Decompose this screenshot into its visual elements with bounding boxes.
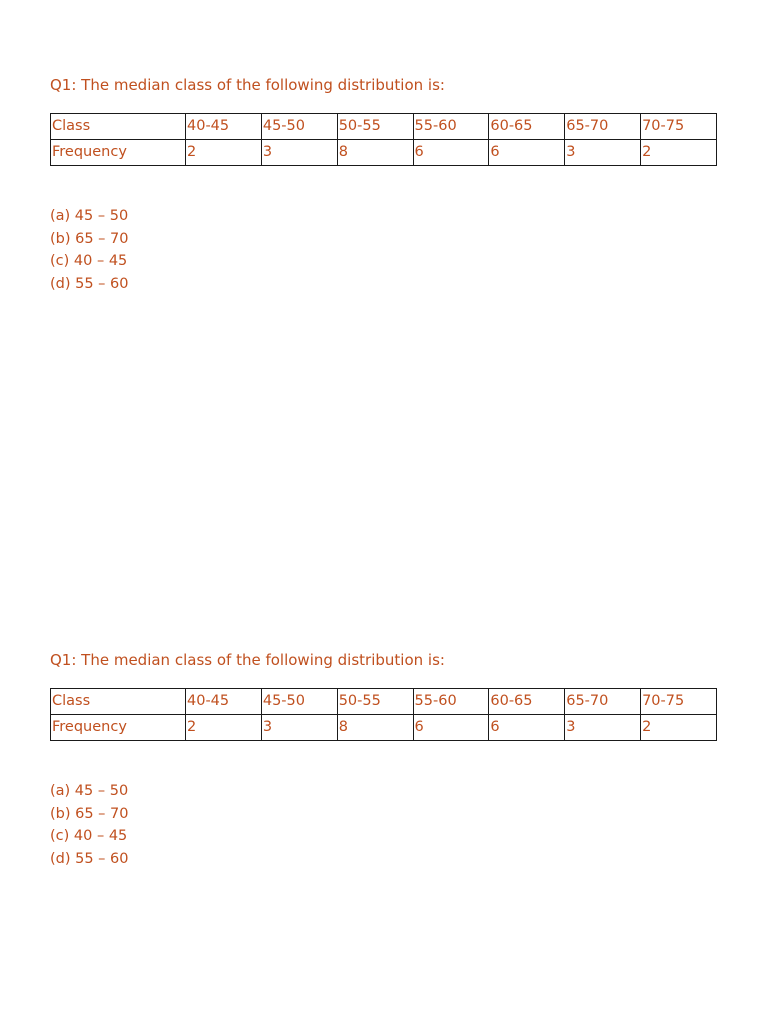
answer-options — [50, 205, 718, 295]
option-a: (a) 45 – 50 — [50, 208, 129, 224]
class-cell: 55-60 — [413, 114, 489, 140]
distribution-table — [50, 688, 717, 741]
frequency-cell: 6 — [413, 715, 489, 741]
table-row-class — [51, 689, 717, 715]
row-header-class: Class — [51, 689, 186, 715]
class-cell: 55-60 — [413, 689, 489, 715]
option-a: (a) 45 – 50 — [50, 783, 129, 799]
frequency-cell: 8 — [337, 140, 413, 166]
class-cell: 65-70 — [565, 689, 641, 715]
frequency-cell: 2 — [186, 140, 262, 166]
frequency-cell: 3 — [565, 715, 641, 741]
class-cell: 70-75 — [641, 689, 717, 715]
frequency-cell: 2 — [641, 140, 717, 166]
table-row-class — [51, 114, 717, 140]
option-c: (c) 40 – 45 — [50, 828, 128, 844]
option-d: (d) 55 – 60 — [50, 275, 129, 292]
row-header-frequency: Frequency — [51, 140, 186, 166]
option-c: (c) 40 – 45 — [50, 253, 128, 269]
option-b: (b) 65 – 70 — [50, 230, 129, 247]
frequency-cell: 2 — [641, 715, 717, 741]
class-cell: 40-45 — [186, 689, 262, 715]
frequency-cell: 6 — [489, 715, 565, 741]
frequency-cell: 3 — [565, 140, 641, 166]
class-cell: 45-50 — [261, 114, 337, 140]
answer-options — [50, 780, 718, 870]
row-header-class: Class — [51, 114, 186, 140]
class-cell: 60-65 — [489, 114, 565, 140]
class-cell: 45-50 — [261, 689, 337, 715]
class-cell: 50-55 — [337, 114, 413, 140]
option-b: (b) 65 – 70 — [50, 805, 129, 822]
table-row-frequency — [51, 140, 717, 166]
question-block-2 — [50, 649, 718, 870]
frequency-cell: 3 — [261, 715, 337, 741]
frequency-cell: 2 — [186, 715, 262, 741]
class-cell: 60-65 — [489, 689, 565, 715]
question-title: Q1: The median class of the following distribution is: — [50, 651, 445, 669]
class-cell: 50-55 — [337, 689, 413, 715]
frequency-cell: 8 — [337, 715, 413, 741]
frequency-cell: 6 — [413, 140, 489, 166]
frequency-cell: 3 — [261, 140, 337, 166]
class-cell: 65-70 — [565, 114, 641, 140]
question-title: Q1: The median class of the following distribution is: — [50, 76, 445, 94]
question-block-1 — [50, 74, 718, 295]
class-cell: 40-45 — [186, 114, 262, 140]
class-cell: 70-75 — [641, 114, 717, 140]
row-header-frequency: Frequency — [51, 715, 186, 741]
distribution-table — [50, 113, 717, 166]
frequency-cell: 6 — [489, 140, 565, 166]
option-d: (d) 55 – 60 — [50, 850, 129, 867]
table-row-frequency — [51, 715, 717, 741]
